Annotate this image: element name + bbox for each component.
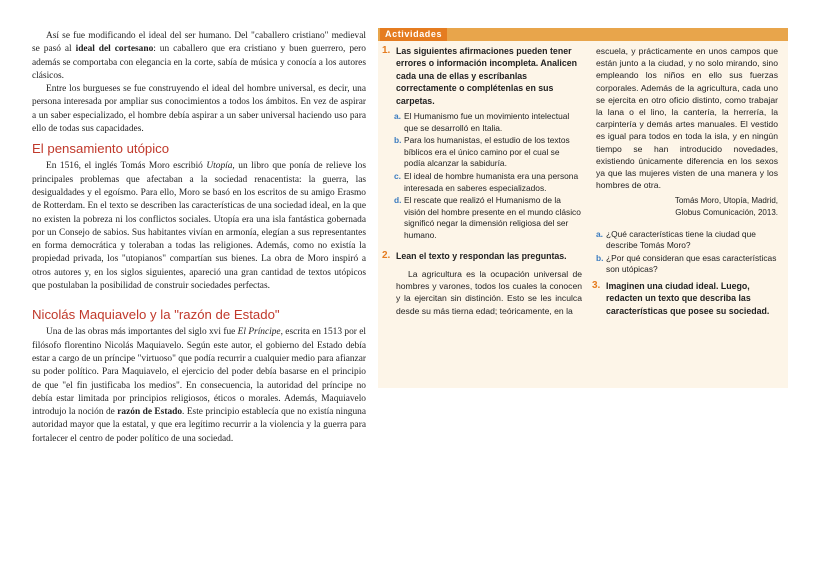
text-run: , escrita en 1513 por el filósofo florentino Nicolás Maquiavelo. Según este autor, el gobierno del Estado debía estar a cargo de un príncipe "virtuoso" que podía recurrir a cualquier medio para afianzar su poder político. Para Maquiavelo, el ejercicio del poder debía basarse en el principio de que "el fin justificaba los medios". En consecuencia, la autoridad del príncipe no debía estar limitada por principios religiosos, éticos o morales. Además, Maquiavelo introdujo la noción de bbox=[32, 327, 367, 418]
bold-term: razón de Estado bbox=[117, 407, 183, 418]
list-item bbox=[596, 229, 778, 252]
text-run: : un caballero que era cristiano y buen guerrero, pero además se comportaba con elegancia en la corte, sabía de música y conocía a los autores clásicos. bbox=[32, 44, 366, 81]
list-item bbox=[382, 135, 582, 170]
paragraph-cortesano bbox=[32, 30, 366, 83]
activities-title: Actividades bbox=[380, 28, 447, 41]
item-letter: c. bbox=[394, 171, 401, 181]
question-number: 2. bbox=[382, 249, 391, 261]
activities-column-right bbox=[592, 45, 778, 317]
heading-pensamiento-utopico: El pensamiento utópico bbox=[32, 141, 170, 157]
list-item bbox=[382, 195, 582, 241]
question-3 bbox=[592, 280, 778, 317]
list-item bbox=[382, 111, 582, 134]
citation bbox=[596, 195, 778, 218]
utopia-passage-start bbox=[382, 268, 582, 317]
passage-text: escuela, y prácticamente en unos campos que están junto a la ciudad, y no solo mirando, sino empleando los niños en ello sus fuerzas corporales. Además de la agricultura, cada uno se ejercita en otro oficio distinto, como trabajar la lana o el lino, la cantería, la herrería, la carpintería y demás artes manuales. El vestido es igual para todos en toda la isla, y en ningún tiempo se han introducido novedades, existiendo únicamente diferencia en los sexos ya que las mujeres visten de una manera y los hombres de otra. bbox=[596, 46, 778, 191]
paragraph-utopia bbox=[32, 160, 366, 293]
item-text: Para los humanistas, el estudio de los textos bíblicos era el único camino por el cual se podía alcanzar la sabiduría. bbox=[404, 135, 570, 169]
utopia-passage-end bbox=[596, 45, 778, 191]
question-number: 1. bbox=[382, 45, 391, 56]
text-run: Una de las obras más importantes del siglo xvi fue bbox=[46, 327, 238, 338]
citation-line-2: Globus Comunicación, 2013. bbox=[675, 208, 778, 218]
question-1-text: Las siguientes afirmaciones pueden tener errores o información incompleta. Analicen cada una de ellas y escríbanlas correctamente o complétenlas en sus carpetas. bbox=[396, 46, 578, 106]
item-letter: b. bbox=[596, 252, 604, 263]
question-1 bbox=[382, 45, 582, 107]
question-2-items bbox=[596, 229, 778, 276]
text-run: Entre los burgueses se fue construyendo el ideal del hombre universal, es decir, una persona interesada por ampliar sus conocimientos a todos los ámbitos. En vez de aspirar a un saber especializado, el hombre debía aspirar a un saber universal haciendo uso para ello de todas sus capacidades. bbox=[32, 84, 366, 135]
item-letter: a. bbox=[394, 111, 401, 122]
text-run: Así se fue modificando el ideal del ser humano. Del "caballero cristiano" medieval se pasó al bbox=[32, 31, 366, 55]
main-text-column bbox=[32, 30, 366, 446]
activities-column-left bbox=[382, 45, 582, 317]
text-run: . Este principio establecía que no existía ninguna autoridad mayor que la estatal, y que era legítimo recurrir a la violencia y la guerra para fortalecer el centro de poder político de una sociedad. bbox=[32, 407, 366, 444]
paragraph-hombre-universal bbox=[32, 83, 366, 136]
question-3-text: Imaginen una ciudad ideal. Luego, redacten un texto que describa las características que posee su sociedad. bbox=[606, 281, 770, 316]
item-letter: a. bbox=[596, 228, 603, 239]
list-item bbox=[596, 253, 778, 276]
item-text: El Humanismo fue un movimiento intelectual que se desarrolló en Italia. bbox=[404, 111, 570, 133]
item-text: El ideal de hombre humanista era una persona interesada en saberes especializados. bbox=[404, 171, 579, 193]
item-letter: b. bbox=[394, 135, 402, 146]
paragraph-maquiavelo bbox=[32, 326, 366, 446]
question-2 bbox=[382, 250, 582, 262]
list-item bbox=[382, 171, 582, 194]
heading-maquiavelo: Nicolás Maquiavelo y la "razón de Estado" bbox=[32, 307, 280, 323]
italic-title: Utopía bbox=[206, 161, 233, 172]
activities-box bbox=[378, 28, 788, 388]
item-letter: d. bbox=[394, 195, 402, 206]
question-2-text: Lean el texto y respondan las preguntas. bbox=[396, 250, 567, 261]
bold-term: ideal del cortesano bbox=[75, 44, 154, 55]
item-text: El rescate que realizó el Humanismo de la visión del hombre presente en el mundo clásico significó negar la dimensión religiosa del ser humano. bbox=[404, 195, 581, 240]
text-run: , un libro que ponía de relieve los principales problemas que afectaban a la sociedad renacentista: la guerra, las desigualdades y el egoísmo. Para ello, Moro se basó en los escritos de su amigo Erasmo de Rotterdam. En el texto se describen las características de una sociedad ideal, en la que no existen la pobreza ni los conflictos sociales. Utopía era una isla fantástica gobernada por un Consejo de sabios. Sus habitantes vivían en armonía, elegían a sus representantes en forma democrática y toleraban a todas las religiones. Además, como no existía la propiedad privada, los "utopianos" compartían sus bienes. La obra de Moro inspiró a otros autores y, en los siglos siguientes, apareció una gran cantidad de textos utópicos que postulaban la posibilidad de construir sociedades perfectas. bbox=[32, 161, 366, 292]
item-text: ¿Por qué consideran que esas características son utópicas? bbox=[606, 252, 777, 275]
question-number: 3. bbox=[592, 280, 601, 291]
citation-line-1: Tomás Moro, Utopía, Madrid, bbox=[674, 196, 778, 206]
question-1-items bbox=[382, 111, 582, 242]
passage-text: La agricultura es la ocupación universal de hombres y varones, todos los cuales la conocen y la ejercitan sin distinción. Esto se les inculca desde su más tierna edad; teóricamente, en la bbox=[396, 268, 582, 316]
text-run: En 1516, el inglés Tomás Moro escribió bbox=[46, 161, 207, 172]
item-text: ¿Qué características tiene la ciudad que describe Tomás Moro? bbox=[606, 228, 756, 251]
italic-title: El Príncipe bbox=[237, 327, 281, 338]
